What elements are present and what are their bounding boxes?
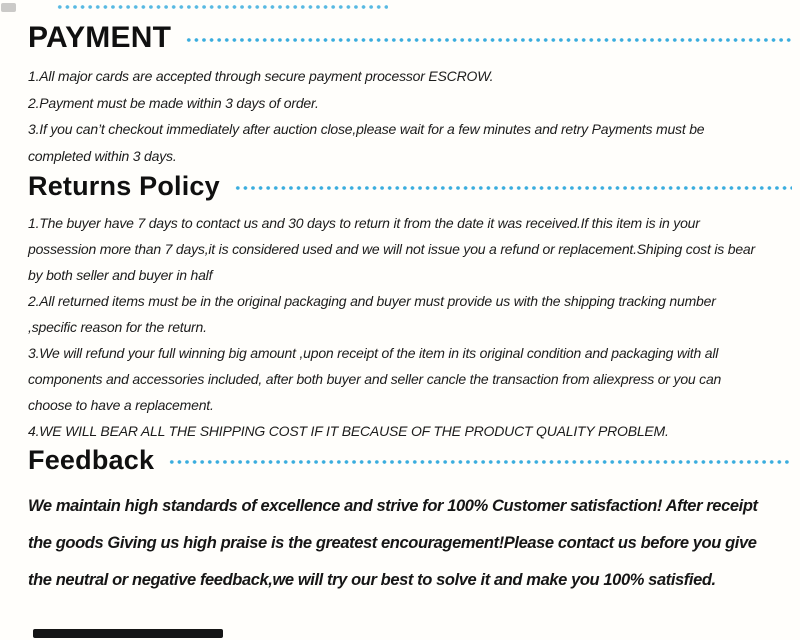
policy-item: 1.The buyer have 7 days to contact us and 30 days to return it from the date it was received.If this item is in your possession more than 7 days,it is considered used and we will not issue you a refund or replacement.Shiping cost is bear by both seller and buyer in half [28,215,755,283]
feedback-heading: Feedback [28,445,155,475]
policy-item: 1.All major cards are accepted through secure payment processor ESCROW. [28,68,494,84]
policy-item: 3.If you can’t checkout immediately after auction close,please wait for a few minutes and retry Payments must be completed within 3 days. [28,121,705,164]
payment-heading: PAYMENT [28,21,172,54]
feedback-section [28,442,792,599]
returns-header-row [28,168,792,205]
policy-item: 2.All returned items must be in the original packaging and buyer must provide us with the shipping tracking number ,specific reason for the return. [28,293,716,335]
bottom-divider-bar [33,629,223,638]
payment-body [28,63,792,169]
dotted-divider-top-fragment [56,3,388,11]
returns-body [28,210,792,444]
corner-artifact [1,3,16,12]
returns-policy-heading: Returns Policy [28,171,220,201]
payment-section [28,18,792,169]
policy-item: 2.Payment must be made within 3 days of order. [28,94,319,111]
feedback-paragraph: We maintain high standards of excellence and strive for 100% Customer satisfaction! After receipt the goods Giving us high praise is the greatest encouragement!Please contact us before you give the neutral or negative feedback,we will try our best to solve it and make you 100% satisfied. [28,497,758,589]
dotted-divider [234,184,792,192]
policy-item: 3.We will refund your full winning big amount ,upon receipt of the item in its original condition and packaging with all components and accessories included, after both buyer and seller cancle the transaction from aliexpress or you can choose to have a replacement. [28,345,722,413]
policy-item: 4.WE WILL BEAR ALL THE SHIPPING COST IF IT BECAUSE OF THE PRODUCT QUALITY PROBLEM. [28,423,669,439]
feedback-body [28,488,792,599]
feedback-header-row [28,442,792,479]
dotted-divider [168,458,792,466]
returns-policy-section [28,168,792,444]
dotted-divider [185,36,792,44]
payment-header-row [28,18,792,58]
